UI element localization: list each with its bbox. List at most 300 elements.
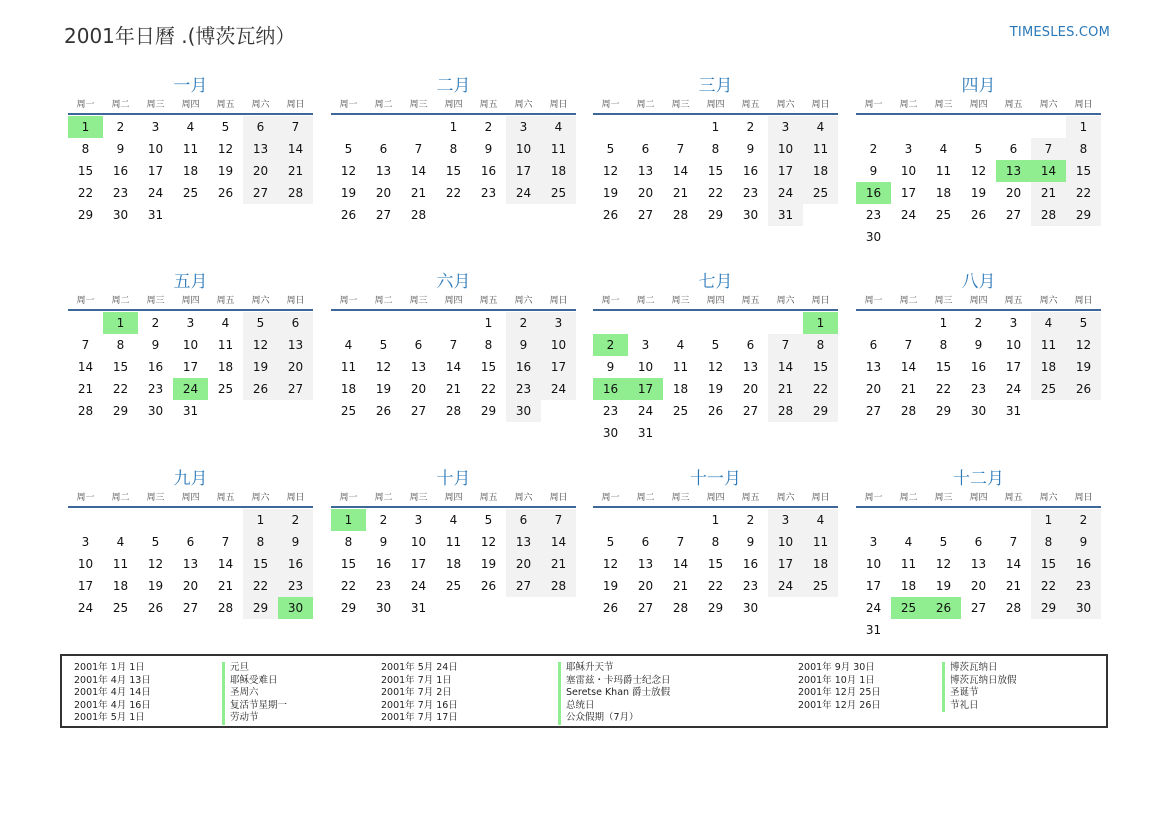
legend-dates-col-1 bbox=[74, 662, 151, 725]
day-cell: 5 bbox=[606, 142, 615, 156]
day-cell: 1 bbox=[711, 120, 720, 134]
day-cell: 17 bbox=[865, 579, 882, 593]
day-cell: 1 bbox=[939, 316, 948, 330]
weekday-header bbox=[593, 97, 838, 115]
day-cell: 23 bbox=[112, 186, 129, 200]
day-cell: 28 bbox=[77, 404, 94, 418]
day-cell: 9 bbox=[278, 531, 313, 553]
legend-date: 2001年 7月 2日 bbox=[381, 687, 452, 699]
empty-cell bbox=[103, 509, 138, 531]
month-name: 一月 bbox=[173, 76, 208, 96]
weekday-label: 周日 bbox=[549, 296, 568, 306]
day-cell: 27 bbox=[970, 601, 987, 615]
weekday-label: 周日 bbox=[549, 100, 568, 110]
weekday-label: 周三 bbox=[409, 100, 428, 110]
day-cell: 17 bbox=[147, 164, 164, 178]
day-cell: 6 bbox=[186, 535, 195, 549]
empty-cell bbox=[366, 312, 401, 334]
day-cell: 31 bbox=[865, 623, 882, 637]
day-cell: 20 bbox=[410, 382, 427, 396]
day-cell: 28 bbox=[768, 400, 803, 422]
weekday-label: 周四 bbox=[181, 100, 200, 110]
day-cell: 5 bbox=[939, 535, 948, 549]
weekday-label: 周六 bbox=[776, 493, 795, 503]
day-cell: 7 bbox=[1031, 138, 1066, 160]
day-cell: 6 bbox=[506, 509, 541, 531]
day-cell: 4 bbox=[904, 535, 913, 549]
day-cell: 25 bbox=[340, 404, 357, 418]
day-cell: 18 bbox=[340, 382, 357, 396]
day-cell: 10 bbox=[865, 557, 882, 571]
empty-cell bbox=[663, 509, 698, 531]
day-cell: 22 bbox=[445, 186, 462, 200]
day-cell: 23 bbox=[506, 378, 541, 400]
day-cell: 5 bbox=[344, 142, 353, 156]
day-cell: 20 bbox=[742, 382, 759, 396]
day-cell: 4 bbox=[186, 120, 195, 134]
day-cell: 23 bbox=[278, 575, 313, 597]
days-grid bbox=[856, 116, 1101, 248]
day-cell: 16 bbox=[742, 557, 759, 571]
legend-holiday-name: 圣诞节 bbox=[942, 687, 1017, 700]
day-cell: 12 bbox=[147, 557, 164, 571]
weekday-label: 周五 bbox=[1004, 493, 1023, 503]
month-block bbox=[68, 75, 313, 226]
empty-cell bbox=[628, 312, 663, 334]
day-cell: 2 bbox=[379, 513, 388, 527]
weekday-header bbox=[68, 293, 313, 311]
day-cell: 14 bbox=[1005, 557, 1022, 571]
weekday-label: 周三 bbox=[671, 100, 690, 110]
month-name: 十一月 bbox=[690, 469, 741, 489]
day-cell: 3 bbox=[151, 120, 160, 134]
day-cell: 25 bbox=[217, 382, 234, 396]
empty-cell bbox=[996, 509, 1031, 531]
day-cell: 29 bbox=[340, 601, 357, 615]
day-cell: 11 bbox=[182, 142, 199, 156]
day-cell: 16 bbox=[112, 164, 129, 178]
day-cell: 20 bbox=[375, 186, 392, 200]
legend-holiday-name: 元旦 bbox=[222, 662, 287, 675]
weekday-label: 周二 bbox=[899, 100, 918, 110]
day-cell: 3 bbox=[186, 316, 195, 330]
day-cell: 28 bbox=[900, 404, 917, 418]
legend-date: 2001年 4月 14日 bbox=[74, 687, 151, 699]
weekday-header bbox=[856, 97, 1101, 115]
day-cell: 14 bbox=[445, 360, 462, 374]
day-cell: 26 bbox=[480, 579, 497, 593]
day-cell: 7 bbox=[414, 142, 423, 156]
day-cell: 26 bbox=[340, 208, 357, 222]
day-cell: 9 bbox=[606, 360, 615, 374]
days-grid bbox=[856, 509, 1101, 641]
weekday-label: 周一 bbox=[76, 100, 95, 110]
day-cell: 10 bbox=[147, 142, 164, 156]
day-cell: 2 bbox=[278, 509, 313, 531]
day-cell: 9 bbox=[746, 142, 755, 156]
day-cell: 18 bbox=[935, 186, 952, 200]
day-cell: 4 bbox=[116, 535, 125, 549]
weekday-label: 周六 bbox=[1039, 493, 1058, 503]
day-cell: 2 bbox=[974, 316, 983, 330]
empty-cell bbox=[733, 312, 768, 334]
weekday-label: 周一 bbox=[864, 100, 883, 110]
day-cell: 8 bbox=[484, 338, 493, 352]
weekday-label: 周二 bbox=[899, 493, 918, 503]
holiday-day-cell: 1 bbox=[68, 116, 103, 138]
empty-cell bbox=[401, 116, 436, 138]
day-cell: 12 bbox=[375, 360, 392, 374]
day-cell: 28 bbox=[672, 208, 689, 222]
holiday-day-cell: 25 bbox=[891, 597, 926, 619]
day-cell: 15 bbox=[803, 356, 838, 378]
day-cell: 9 bbox=[506, 334, 541, 356]
day-cell: 20 bbox=[637, 579, 654, 593]
weekday-header bbox=[331, 97, 576, 115]
day-cell: 11 bbox=[112, 557, 129, 571]
day-cell: 24 bbox=[541, 378, 576, 400]
day-cell: 10 bbox=[77, 557, 94, 571]
day-cell: 23 bbox=[865, 208, 882, 222]
day-cell: 25 bbox=[112, 601, 129, 615]
day-cell: 24 bbox=[637, 404, 654, 418]
weekday-label: 周二 bbox=[636, 100, 655, 110]
weekday-label: 周日 bbox=[1074, 493, 1093, 503]
day-cell: 17 bbox=[410, 557, 427, 571]
weekday-label: 周六 bbox=[1039, 100, 1058, 110]
weekday-label: 周四 bbox=[969, 493, 988, 503]
day-cell: 6 bbox=[414, 338, 423, 352]
empty-cell bbox=[593, 312, 628, 334]
day-cell: 13 bbox=[410, 360, 427, 374]
day-cell: 20 bbox=[243, 160, 278, 182]
weekday-label: 周四 bbox=[181, 296, 200, 306]
day-cell: 30 bbox=[506, 400, 541, 422]
day-cell: 28 bbox=[217, 601, 234, 615]
day-cell: 30 bbox=[112, 208, 129, 222]
day-cell: 3 bbox=[869, 535, 878, 549]
day-cell: 18 bbox=[541, 160, 576, 182]
weekday-label: 周六 bbox=[251, 296, 270, 306]
month-name: 五月 bbox=[173, 272, 208, 292]
day-cell: 21 bbox=[445, 382, 462, 396]
day-cell: 10 bbox=[768, 138, 803, 160]
day-cell: 29 bbox=[707, 208, 724, 222]
day-cell: 8 bbox=[449, 142, 458, 156]
weekday-label: 周四 bbox=[181, 493, 200, 503]
legend-date: 2001年 7月 16日 bbox=[381, 699, 458, 711]
month-block bbox=[856, 468, 1101, 641]
weekday-label: 周二 bbox=[111, 100, 130, 110]
day-cell: 15 bbox=[1066, 160, 1101, 182]
day-cell: 8 bbox=[939, 338, 948, 352]
day-cell: 20 bbox=[506, 553, 541, 575]
weekday-label: 周三 bbox=[934, 493, 953, 503]
day-cell: 4 bbox=[221, 316, 230, 330]
day-cell: 4 bbox=[449, 513, 458, 527]
weekday-header bbox=[331, 490, 576, 508]
day-cell: 27 bbox=[506, 575, 541, 597]
legend-date: 2001年 7月 17日 bbox=[381, 712, 458, 724]
weekday-label: 周五 bbox=[216, 100, 235, 110]
weekday-label: 周日 bbox=[1074, 296, 1093, 306]
day-cell: 3 bbox=[81, 535, 90, 549]
day-cell: 30 bbox=[865, 230, 882, 244]
empty-cell bbox=[68, 509, 103, 531]
day-cell: 28 bbox=[410, 208, 427, 222]
legend-date: 2001年 5月 1日 bbox=[74, 712, 145, 724]
day-cell: 25 bbox=[541, 182, 576, 204]
day-cell: 24 bbox=[1005, 382, 1022, 396]
weekday-label: 周五 bbox=[216, 493, 235, 503]
day-cell: 24 bbox=[410, 579, 427, 593]
day-cell: 5 bbox=[379, 338, 388, 352]
day-cell: 25 bbox=[672, 404, 689, 418]
day-cell: 15 bbox=[707, 164, 724, 178]
day-cell: 7 bbox=[278, 116, 313, 138]
day-cell: 22 bbox=[243, 575, 278, 597]
day-cell: 27 bbox=[865, 404, 882, 418]
legend-date: 2001年 9月 30日 bbox=[798, 662, 875, 673]
holiday-day-cell: 1 bbox=[803, 312, 838, 334]
weekday-label: 周二 bbox=[111, 296, 130, 306]
empty-cell bbox=[891, 509, 926, 531]
day-cell: 21 bbox=[1031, 182, 1066, 204]
day-cell: 5 bbox=[151, 535, 160, 549]
day-cell: 10 bbox=[182, 338, 199, 352]
month-name: 十月 bbox=[436, 469, 471, 489]
empty-cell bbox=[663, 312, 698, 334]
day-cell: 28 bbox=[1005, 601, 1022, 615]
day-cell: 3 bbox=[768, 509, 803, 531]
weekday-label: 周六 bbox=[251, 493, 270, 503]
day-cell: 27 bbox=[1005, 208, 1022, 222]
empty-cell bbox=[856, 312, 891, 334]
weekday-label: 周一 bbox=[339, 296, 358, 306]
day-cell: 25 bbox=[803, 575, 838, 597]
legend-date: 2001年 12月 25日 bbox=[798, 687, 881, 699]
day-cell: 10 bbox=[506, 138, 541, 160]
holiday-day-cell: 14 bbox=[1031, 160, 1066, 182]
day-cell: 27 bbox=[742, 404, 759, 418]
month-block bbox=[856, 75, 1101, 248]
weekday-label: 周三 bbox=[934, 296, 953, 306]
weekday-header bbox=[331, 293, 576, 311]
day-cell: 7 bbox=[676, 535, 685, 549]
day-cell: 23 bbox=[1066, 575, 1101, 597]
day-cell: 27 bbox=[410, 404, 427, 418]
legend-holiday-name: 博茨瓦纳日放假 bbox=[942, 675, 1017, 688]
empty-cell bbox=[856, 116, 891, 138]
day-cell: 16 bbox=[147, 360, 164, 374]
days-grid bbox=[593, 509, 838, 619]
weekday-label: 周三 bbox=[671, 493, 690, 503]
day-cell: 11 bbox=[672, 360, 689, 374]
day-cell: 8 bbox=[1066, 138, 1101, 160]
day-cell: 11 bbox=[541, 138, 576, 160]
holiday-day-cell: 2 bbox=[593, 334, 628, 356]
weekday-label: 周二 bbox=[636, 296, 655, 306]
day-cell: 7 bbox=[676, 142, 685, 156]
day-cell: 4 bbox=[541, 116, 576, 138]
holiday-day-cell: 24 bbox=[173, 378, 208, 400]
day-cell: 11 bbox=[900, 557, 917, 571]
weekday-label: 周五 bbox=[741, 296, 760, 306]
day-cell: 26 bbox=[375, 404, 392, 418]
day-cell: 2 bbox=[746, 513, 755, 527]
day-cell: 22 bbox=[480, 382, 497, 396]
day-cell: 15 bbox=[935, 360, 952, 374]
day-cell: 17 bbox=[768, 160, 803, 182]
day-cell: 14 bbox=[77, 360, 94, 374]
empty-cell bbox=[366, 116, 401, 138]
day-cell: 31 bbox=[147, 208, 164, 222]
site-link[interactable]: TIMESLES.COM bbox=[1009, 25, 1110, 40]
day-cell: 26 bbox=[243, 378, 278, 400]
days-grid bbox=[331, 116, 576, 226]
day-cell: 29 bbox=[707, 601, 724, 615]
weekday-header bbox=[593, 293, 838, 311]
legend-date: 2001年 12月 26日 bbox=[798, 699, 881, 711]
day-cell: 6 bbox=[641, 142, 650, 156]
day-cell: 29 bbox=[77, 208, 94, 222]
weekday-label: 周六 bbox=[514, 493, 533, 503]
empty-cell bbox=[593, 509, 628, 531]
month-block bbox=[68, 468, 313, 619]
day-cell: 20 bbox=[637, 186, 654, 200]
holiday-legend bbox=[60, 654, 1108, 728]
day-cell: 16 bbox=[506, 356, 541, 378]
weekday-label: 周二 bbox=[899, 296, 918, 306]
day-cell: 7 bbox=[904, 338, 913, 352]
weekday-label: 周五 bbox=[1004, 100, 1023, 110]
day-cell: 10 bbox=[410, 535, 427, 549]
day-cell: 19 bbox=[217, 164, 234, 178]
weekday-label: 周一 bbox=[76, 493, 95, 503]
day-cell: 21 bbox=[672, 186, 689, 200]
day-cell: 15 bbox=[340, 557, 357, 571]
weekday-label: 周四 bbox=[969, 296, 988, 306]
legend-date: 2001年 5月 24日 bbox=[381, 662, 458, 673]
weekday-label: 周日 bbox=[286, 296, 305, 306]
weekday-label: 周三 bbox=[409, 296, 428, 306]
day-cell: 6 bbox=[379, 142, 388, 156]
weekday-label: 周四 bbox=[706, 296, 725, 306]
day-cell: 12 bbox=[935, 557, 952, 571]
legend-holiday-name: 复活节星期一 bbox=[222, 700, 287, 713]
day-cell: 25 bbox=[1031, 378, 1066, 400]
day-cell: 30 bbox=[742, 601, 759, 615]
day-cell: 22 bbox=[340, 579, 357, 593]
day-cell: 23 bbox=[480, 186, 497, 200]
day-cell: 27 bbox=[243, 182, 278, 204]
day-cell: 14 bbox=[217, 557, 234, 571]
month-name: 十二月 bbox=[953, 469, 1004, 489]
day-cell: 6 bbox=[278, 312, 313, 334]
legend-dates-col-2 bbox=[381, 662, 458, 725]
day-cell: 18 bbox=[1031, 356, 1066, 378]
day-cell: 22 bbox=[803, 378, 838, 400]
day-cell: 19 bbox=[935, 579, 952, 593]
day-cell: 11 bbox=[803, 138, 838, 160]
weekday-label: 周六 bbox=[776, 296, 795, 306]
day-cell: 13 bbox=[182, 557, 199, 571]
day-cell: 13 bbox=[865, 360, 882, 374]
month-name: 二月 bbox=[436, 76, 471, 96]
day-cell: 31 bbox=[768, 204, 803, 226]
weekday-label: 周四 bbox=[444, 296, 463, 306]
weekday-label: 周四 bbox=[444, 493, 463, 503]
day-cell: 9 bbox=[484, 142, 493, 156]
weekday-label: 周二 bbox=[374, 493, 393, 503]
day-cell: 14 bbox=[541, 531, 576, 553]
day-cell: 20 bbox=[1005, 186, 1022, 200]
day-cell: 13 bbox=[506, 531, 541, 553]
day-cell: 11 bbox=[217, 338, 234, 352]
day-cell: 26 bbox=[707, 404, 724, 418]
day-cell: 20 bbox=[970, 579, 987, 593]
day-cell: 19 bbox=[602, 186, 619, 200]
day-cell: 12 bbox=[340, 164, 357, 178]
day-cell: 21 bbox=[900, 382, 917, 396]
day-cell: 25 bbox=[935, 208, 952, 222]
day-cell: 2 bbox=[869, 142, 878, 156]
day-cell: 21 bbox=[77, 382, 94, 396]
weekday-label: 周一 bbox=[864, 493, 883, 503]
empty-cell bbox=[138, 509, 173, 531]
day-cell: 23 bbox=[602, 404, 619, 418]
day-cell: 25 bbox=[803, 182, 838, 204]
day-cell: 4 bbox=[939, 142, 948, 156]
day-cell: 26 bbox=[147, 601, 164, 615]
weekday-header bbox=[68, 97, 313, 115]
day-cell: 11 bbox=[935, 164, 952, 178]
day-cell: 4 bbox=[676, 338, 685, 352]
day-cell: 17 bbox=[77, 579, 94, 593]
day-cell: 12 bbox=[602, 557, 619, 571]
day-cell: 16 bbox=[278, 553, 313, 575]
month-name: 七月 bbox=[698, 272, 733, 292]
day-cell: 5 bbox=[243, 312, 278, 334]
day-cell: 31 bbox=[410, 601, 427, 615]
day-cell: 3 bbox=[641, 338, 650, 352]
day-cell: 23 bbox=[375, 579, 392, 593]
day-cell: 15 bbox=[243, 553, 278, 575]
weekday-label: 周日 bbox=[811, 100, 830, 110]
day-cell: 8 bbox=[1031, 531, 1066, 553]
day-cell: 29 bbox=[803, 400, 838, 422]
day-cell: 7 bbox=[768, 334, 803, 356]
day-cell: 9 bbox=[116, 142, 125, 156]
legend-names-col-1 bbox=[222, 662, 287, 725]
day-cell: 14 bbox=[900, 360, 917, 374]
day-cell: 30 bbox=[970, 404, 987, 418]
day-cell: 13 bbox=[243, 138, 278, 160]
legend-date: 2001年 10月 1日 bbox=[798, 674, 875, 686]
holiday-day-cell: 30 bbox=[278, 597, 313, 619]
day-cell: 19 bbox=[480, 557, 497, 571]
legend-holiday-name: 博茨瓦纳日 bbox=[942, 662, 1017, 675]
empty-cell bbox=[961, 509, 996, 531]
empty-cell bbox=[856, 509, 891, 531]
day-cell: 18 bbox=[803, 553, 838, 575]
day-cell: 15 bbox=[707, 557, 724, 571]
weekday-label: 周六 bbox=[776, 100, 795, 110]
holiday-day-cell: 17 bbox=[628, 378, 663, 400]
day-cell: 19 bbox=[147, 579, 164, 593]
day-cell: 16 bbox=[480, 164, 497, 178]
empty-cell bbox=[926, 116, 961, 138]
